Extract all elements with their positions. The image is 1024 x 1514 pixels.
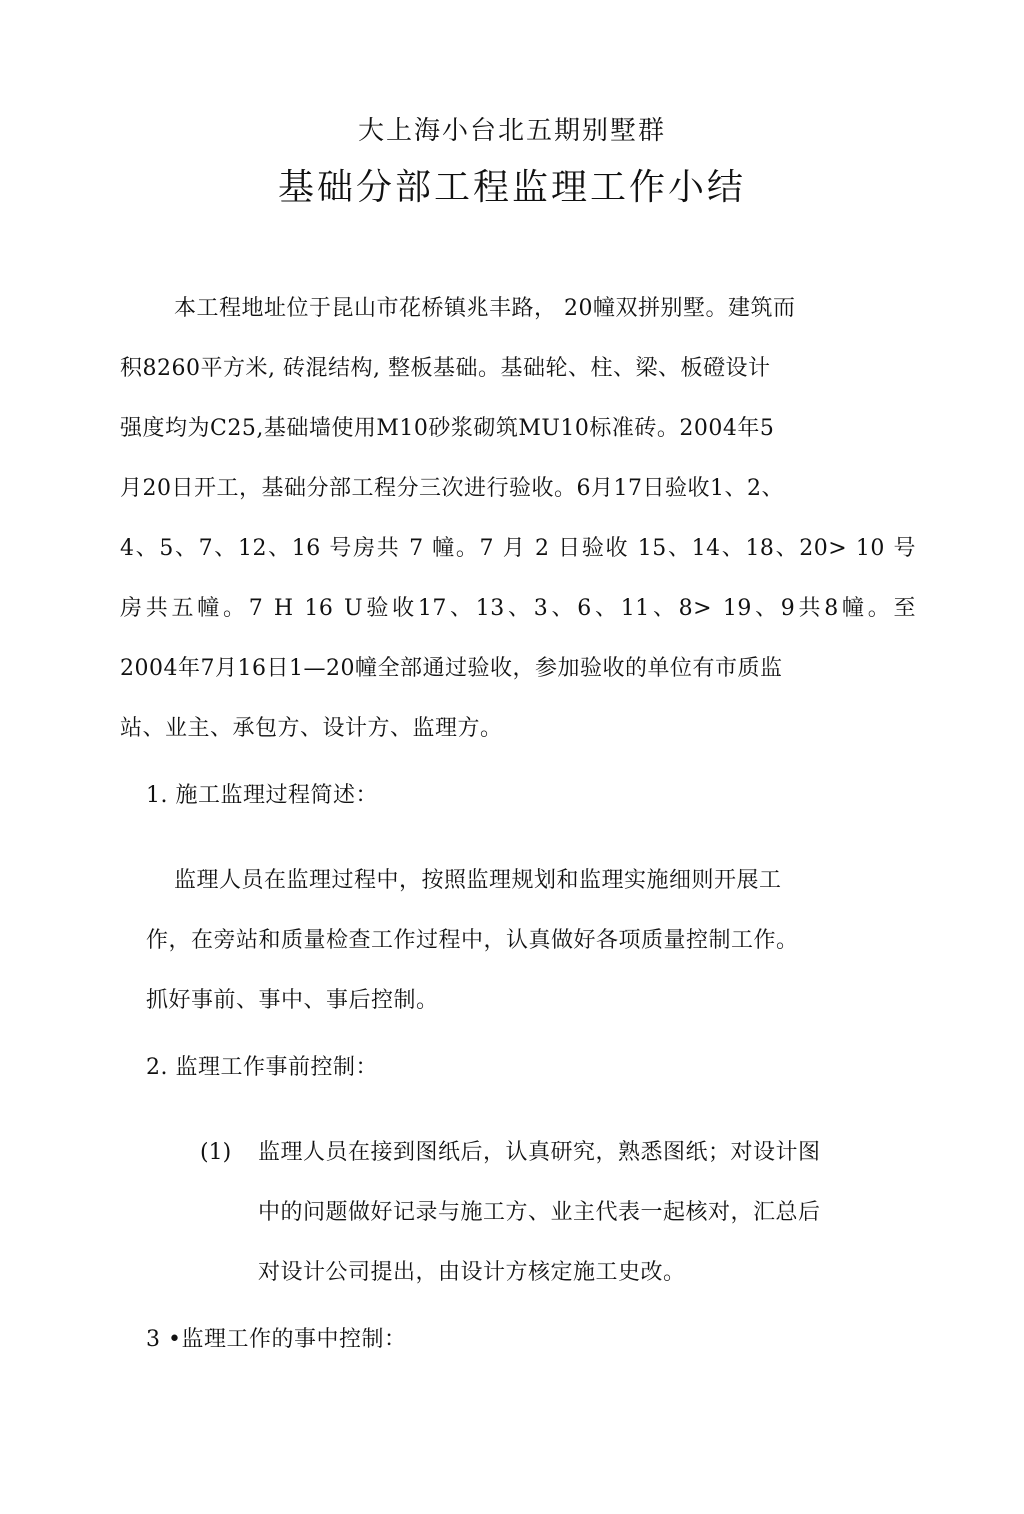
section-3-heading: 3 •监理工作的事中控制： xyxy=(146,1327,407,1352)
intro-line: 强度均为C25,基础墙使用M10砂浆砌筑MU10标准砖。2004年5 xyxy=(120,416,775,441)
intro-line: 积8260平方米, 砖混结构, 整板基础。基础轮、柱、梁、板磴设计 xyxy=(120,356,771,381)
list-item-line: 对设计公司提出，由设计方核定施工史改。 xyxy=(258,1260,686,1285)
document-subtitle: 大上海小台北五期别墅群 xyxy=(357,116,666,146)
intro-line: 4、5、7、12、16 号房共 7 幢。7 月 2 日验收 15、14、18、20> 10 号 xyxy=(120,536,916,561)
document-title: 基础分部工程监理工作小结 xyxy=(277,167,746,208)
intro-line: 2004年7月16日1—20幢全部通过验收，参加验收的单位有市质监 xyxy=(120,656,783,681)
intro-line: 月20日开工，基础分部工程分三次进行验收。6月17日验收1、2、 xyxy=(120,476,784,501)
list-item-line: 监理人员在接到图纸后，认真研究，熟悉图纸；对设计图 xyxy=(258,1140,821,1165)
list-item-line: 中的问题做好记录与施工方、业主代表一起核对，汇总后 xyxy=(258,1200,821,1225)
section-1-line: 作，在旁站和质量检查工作过程中，认真做好各项质量控制工作。 xyxy=(146,928,799,953)
intro-line: 房共五幢。7 H 16 U验收17、13、3、6、11、8> 19、9共8幢。至 xyxy=(120,596,916,621)
section-2-heading: 2. 监理工作事前控制： xyxy=(146,1055,378,1080)
list-item-number: (1) xyxy=(200,1140,232,1165)
intro-line: 本工程地址位于昆山市花桥镇兆丰路， 20幢双拼别墅。建筑而 xyxy=(174,296,796,321)
section-1-line: 监理人员在监理过程中，按照监理规划和监理实施细则开展工 xyxy=(174,868,782,893)
section-1-line: 抓好事前、事中、事后控制。 xyxy=(146,988,439,1013)
section-1-heading: 1. 施工监理过程简述： xyxy=(146,783,378,808)
intro-line: 站、业主、承包方、设计方、监理方。 xyxy=(120,716,503,741)
